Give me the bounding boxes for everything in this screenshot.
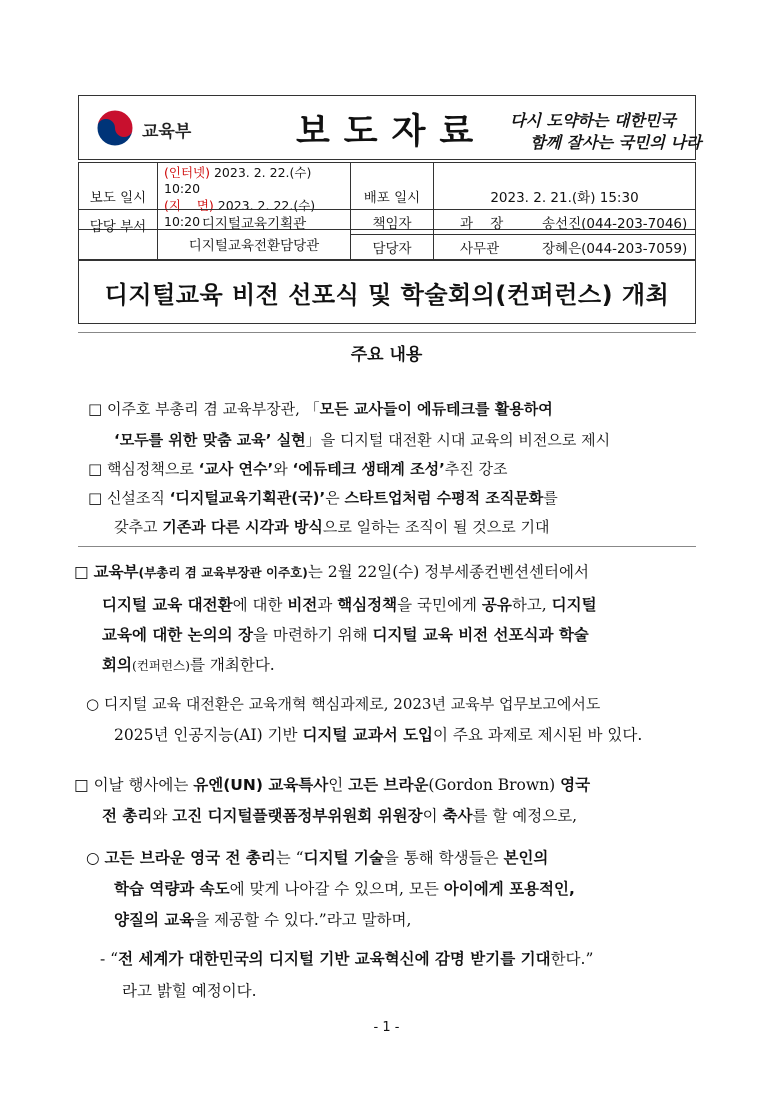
text-bold: 공유 — [481, 596, 512, 614]
body-p2-line-2 — [114, 720, 642, 751]
text: 이 주요 과제로 제시된 바 있다. — [433, 726, 643, 744]
text: 을 제공할 수 있다.”라고 말하며, — [194, 911, 412, 929]
text-bold: 아이에게 포용적인, — [443, 880, 575, 898]
responsible-title: 과 장 — [434, 210, 537, 235]
body-p1-line-1 — [74, 557, 589, 588]
text-bold: 학습 역량과 속도 — [114, 880, 230, 898]
text: □ — [74, 563, 94, 581]
summary-title: 주요 내용 — [350, 345, 423, 365]
text: (Gordon Brown) — [428, 776, 561, 794]
text-bold: 고든 브라운 영국 전 총리 — [104, 849, 276, 867]
government-emblem-icon — [95, 108, 135, 148]
text: - “ — [100, 950, 119, 968]
text-bold: 기존과 다른 시각과 방식 — [162, 518, 323, 536]
responsible-label: 책임자 — [351, 210, 434, 235]
text: 으로 일하는 조직이 될 것으로 기대 — [322, 518, 550, 536]
body-p3-line-2 — [102, 801, 577, 832]
slogan-line-1: 다시 도약하는 대한민국 — [510, 111, 676, 130]
body-p5-line-2: 라고 밝힐 예정이다. — [122, 982, 257, 1000]
page-number: - 1 - — [373, 1020, 400, 1035]
text: 한다.” — [550, 950, 594, 968]
distribution-time: 2023. 2. 21.(화) 15:30 — [434, 163, 696, 230]
text: 갖추고 — [114, 518, 163, 536]
body-p1-line-3 — [102, 620, 589, 651]
text: 을 국민에게 — [397, 596, 482, 614]
text-small: (컨퍼런스) — [131, 658, 191, 673]
text-bold: 유엔(UN) 교육특사 — [193, 776, 329, 794]
summary-item-3-line-2 — [114, 512, 550, 543]
text: 이 — [422, 807, 443, 825]
text-bold: ‘모두를 위한 맞춤 교육’ 실현 — [114, 431, 306, 449]
text-bold: 디지털 기술 — [303, 849, 384, 867]
headline: 디지털교육 비전 선포식 및 학술회의(컨퍼런스) 개최 — [104, 280, 670, 309]
text: 를 개최한다. — [190, 656, 275, 674]
paper-time: 2023. 2. 22.(수) 10:20 — [164, 198, 316, 229]
text-small: (부총리 겸 교육부장관 이주호) — [138, 565, 308, 580]
text-bold: 디지털 교과서 도입 — [302, 726, 434, 744]
text-bold: 디지털 교육 대전환 — [102, 596, 233, 614]
body-p5-line-1 — [100, 944, 593, 975]
text: □ 신설조직 — [88, 489, 170, 507]
dept-label: 담당 부서 — [79, 210, 158, 260]
text-bold: 고든 브라운 — [348, 776, 429, 794]
text-bold: 스타트업처럼 수평적 조직문화 — [344, 489, 544, 507]
internet-label: (인터넷) — [164, 165, 210, 180]
contact-table — [78, 209, 696, 260]
page-title: 보도자료 — [296, 112, 488, 152]
text-bold: 모든 교사들이 에듀테크를 활용하여 — [319, 400, 553, 418]
text-bold: ‘디지털교육기획관(국)’ — [169, 489, 326, 507]
paper-label: (지 면) — [164, 198, 214, 213]
text-bold: 축사 — [442, 807, 473, 825]
text-bold: 고진 디지털플랫폼정부위원회 위원장 — [172, 807, 423, 825]
summary-item-2 — [88, 454, 508, 485]
text: 을 마련하기 위해 — [252, 626, 373, 644]
summary-item-1-line-2 — [114, 425, 610, 456]
text-bold: 영국 — [560, 776, 591, 794]
text: 는 2월 22일(수) 정부세종컨벤션센터에서 — [307, 563, 589, 581]
text-bold: 디지털 — [551, 596, 597, 614]
responsible-contact: 송선진(044-203-7046) — [536, 210, 696, 235]
text-bold: 교육에 대한 논의의 장 — [102, 626, 253, 644]
text: 추진 강조 — [444, 460, 508, 478]
dept-line-2: 디지털교육전환담당관 — [188, 237, 320, 254]
text: 2025년 인공지능(AI) 기반 — [114, 726, 303, 744]
body-p2-line-1: ○ 디지털 교육 대전환은 교육개혁 핵심과제로, 2023년 교육부 업무보고에서도 — [86, 695, 601, 713]
internet-time: 2023. 2. 22.(수) 10:20 — [164, 165, 312, 196]
contact-title: 사무관 — [434, 235, 537, 260]
release-time-label: 보도 일시 — [79, 163, 158, 230]
org-name: 교육부 — [142, 122, 192, 142]
text: 」을 디지털 대전환 시대 교육의 비전으로 제시 — [305, 431, 611, 449]
text: 을 통해 학생들은 — [383, 849, 504, 867]
text-bold: 전 세계가 대한민국의 디지털 기반 교육혁신에 감명 받기를 기대 — [118, 950, 551, 968]
distribution-label: 배포 일시 — [351, 163, 434, 230]
internet-release-cell — [158, 163, 351, 197]
text: □ 핵심정책으로 — [88, 460, 199, 478]
text-bold: 회의 — [102, 656, 132, 674]
divider — [78, 546, 696, 547]
text: 를 — [543, 489, 558, 507]
text: 에 맞게 나아갈 수 있으며, 모든 — [229, 880, 444, 898]
text-bold: ‘교사 연수’ — [198, 460, 274, 478]
text: 하고, — [511, 596, 552, 614]
contact-label: 담당자 — [351, 235, 434, 260]
contact-contact: 장혜은(044-203-7059) — [536, 235, 696, 260]
body-p4-line-1 — [86, 843, 548, 874]
text: 과 — [317, 596, 338, 614]
text: 는 “ — [275, 849, 304, 867]
body-p4-line-2 — [114, 874, 575, 905]
body-p1-line-4 — [102, 650, 275, 681]
summary-item-3-line-1 — [88, 483, 558, 514]
text: 와 — [273, 460, 293, 478]
text: □ 이날 행사에는 — [74, 776, 194, 794]
summary-item-1-line-1 — [88, 394, 553, 425]
text-bold: 양질의 교육 — [114, 911, 195, 929]
dept-line-1: 디지털교육기획관 — [201, 215, 307, 232]
body-p1-line-2 — [102, 590, 597, 621]
text-bold: ‘에듀테크 생태계 조성’ — [292, 460, 445, 478]
slogan-line-2: 함께 잘사는 국민의 나라 — [530, 133, 702, 152]
text: 인 — [328, 776, 349, 794]
headline-box — [78, 260, 696, 324]
dept-cell — [158, 210, 351, 260]
text-bold: 디지털 교육 비전 선포식과 학술 — [372, 626, 589, 644]
text-bold: 본인의 — [503, 849, 549, 867]
text-bold: 핵심정책 — [337, 596, 398, 614]
text: 와 — [152, 807, 173, 825]
text: 에 대한 — [232, 596, 288, 614]
text-bold: 비전 — [287, 596, 318, 614]
body-p4-line-3 — [114, 905, 411, 936]
text-bold: 교육부 — [93, 563, 139, 581]
text: 를 할 예정으로, — [472, 807, 578, 825]
body-p3-line-1 — [74, 770, 590, 801]
text: □ 이주호 부총리 겸 교육부장관, 「 — [88, 400, 320, 418]
text-bold: 전 총리 — [102, 807, 153, 825]
divider — [78, 332, 696, 333]
text: ○ — [86, 849, 105, 867]
text: 은 — [325, 489, 345, 507]
